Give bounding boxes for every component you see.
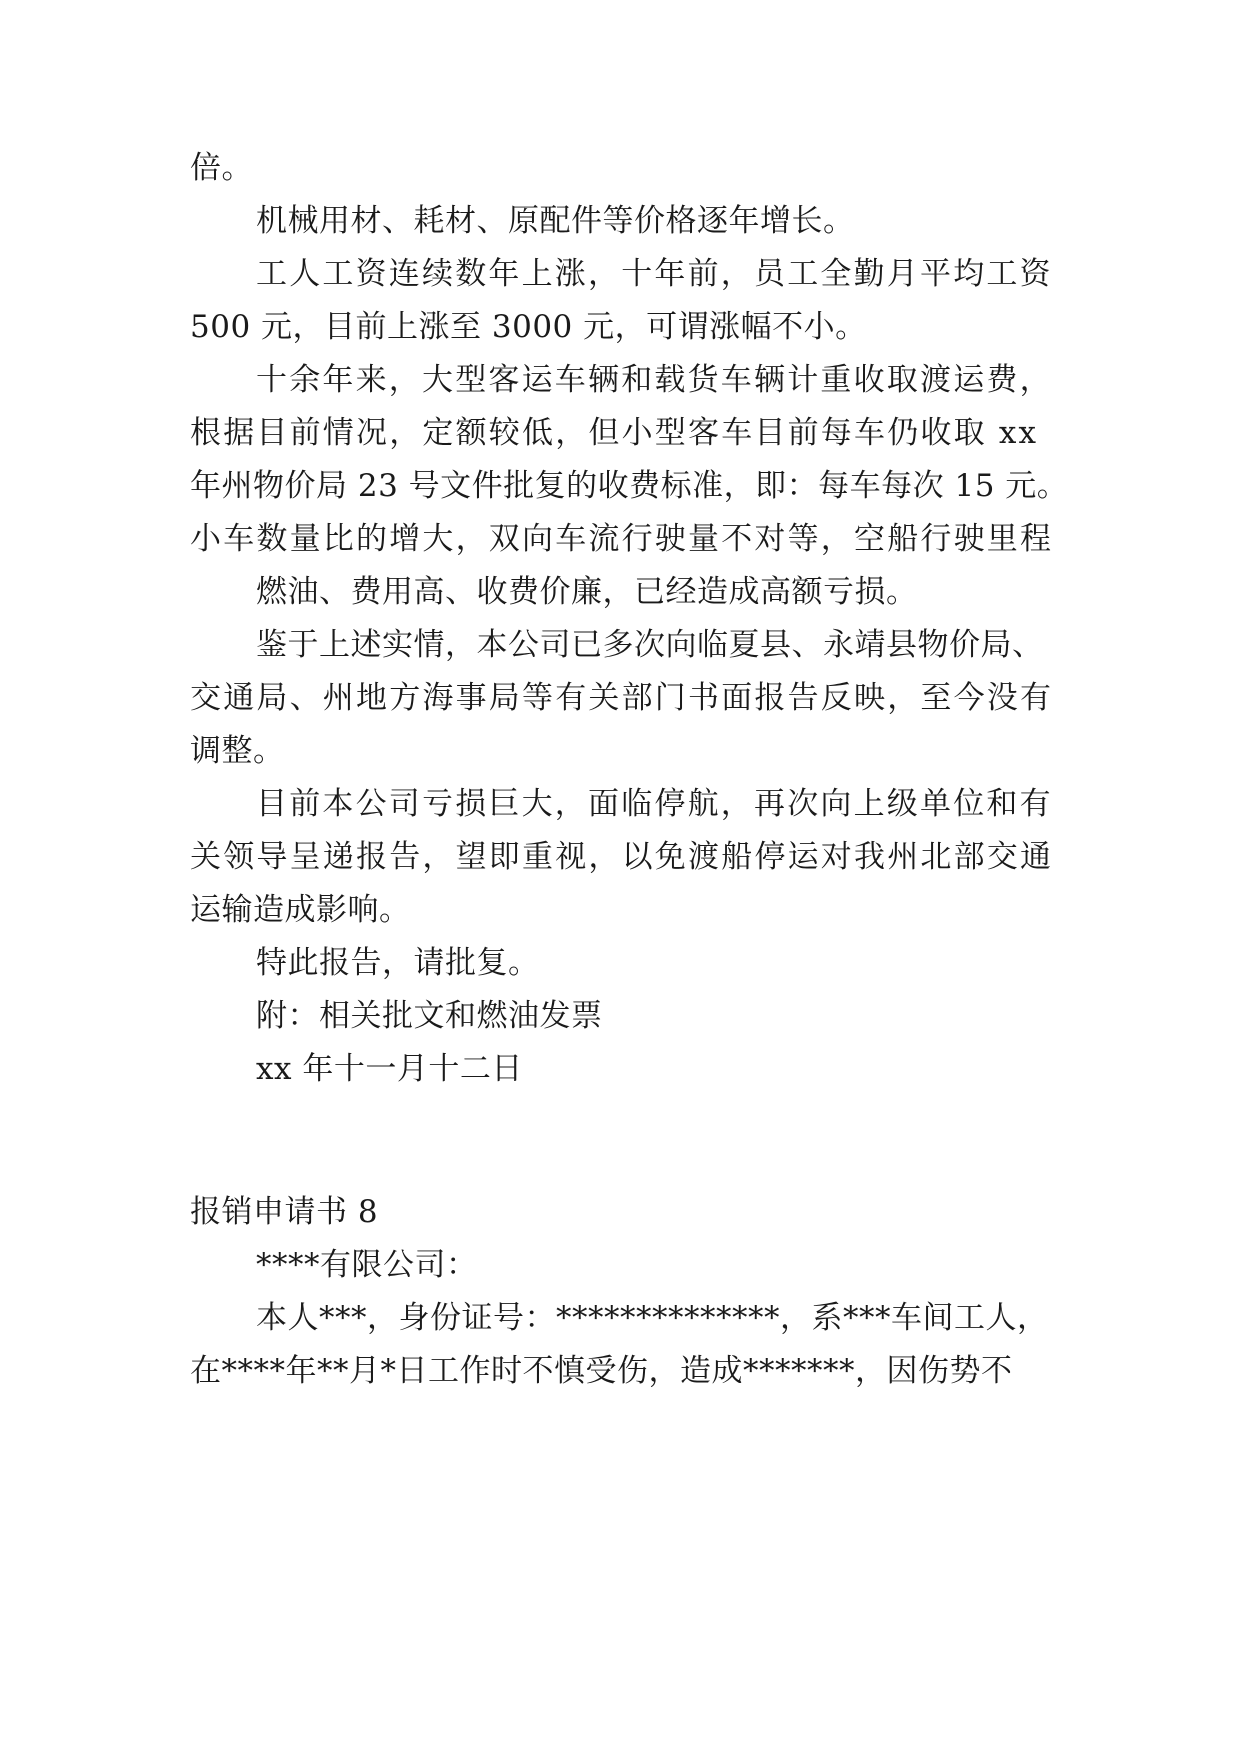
text-line: 工人工资连续数年上涨，十年前，员工全勤月平均工资 bbox=[256, 256, 1053, 292]
text-line: 根据目前情况，定额较低，但小型客车目前每车仍收取 xx bbox=[190, 415, 1039, 451]
text-line: 目前本公司亏损巨大，面临停航，再次向上级单位和有 bbox=[256, 786, 1053, 822]
text-line: 本人***，身份证号：**************，系***车间工人， bbox=[256, 1300, 1049, 1336]
date-line: xx 年十一月十二日 bbox=[256, 1051, 523, 1087]
text-line: 机械用材、耗材、原配件等价格逐年增长。 bbox=[256, 203, 855, 239]
text-line: 500 元，目前上涨至 3000 元，可谓涨幅不小。 bbox=[190, 309, 867, 345]
section-title: 报销申请书 8 bbox=[190, 1194, 379, 1230]
text-line: 小车数量比的增大，双向车流行驶量不对等，空船行驶里程 bbox=[190, 521, 1054, 557]
text-line: 燃油、费用高、收费价廉，已经造成高额亏损。 bbox=[256, 574, 918, 610]
text-line: 关领导呈递报告，望即重视，以免渡船停运对我州北部交通 bbox=[190, 839, 1054, 875]
text-line: 交通局、州地方海事局等有关部门书面报告反映，至今没有 bbox=[190, 680, 1054, 716]
text-line: 运输造成影响。 bbox=[190, 892, 411, 928]
text-line: 特此报告，请批复。 bbox=[256, 945, 540, 981]
text-line: 附：相关批文和燃油发票 bbox=[256, 998, 603, 1034]
text-line: 鉴于上述实情，本公司已多次向临夏县、永靖县物价局、 bbox=[256, 627, 1044, 663]
text-line: 倍。 bbox=[190, 150, 253, 186]
text-line: 在****年**月*日工作时不慎受伤，造成*******，因伤势不 bbox=[190, 1353, 1013, 1389]
text-line: 调整。 bbox=[190, 733, 285, 769]
text-line: 年州物价局 23 号文件批复的收费标准，即：每车每次 15 元。 bbox=[190, 468, 1069, 504]
addressee-line: ****有限公司： bbox=[256, 1247, 478, 1283]
text-line: 十余年来，大型客运车辆和载货车辆计重收取渡运费， bbox=[256, 362, 1053, 398]
